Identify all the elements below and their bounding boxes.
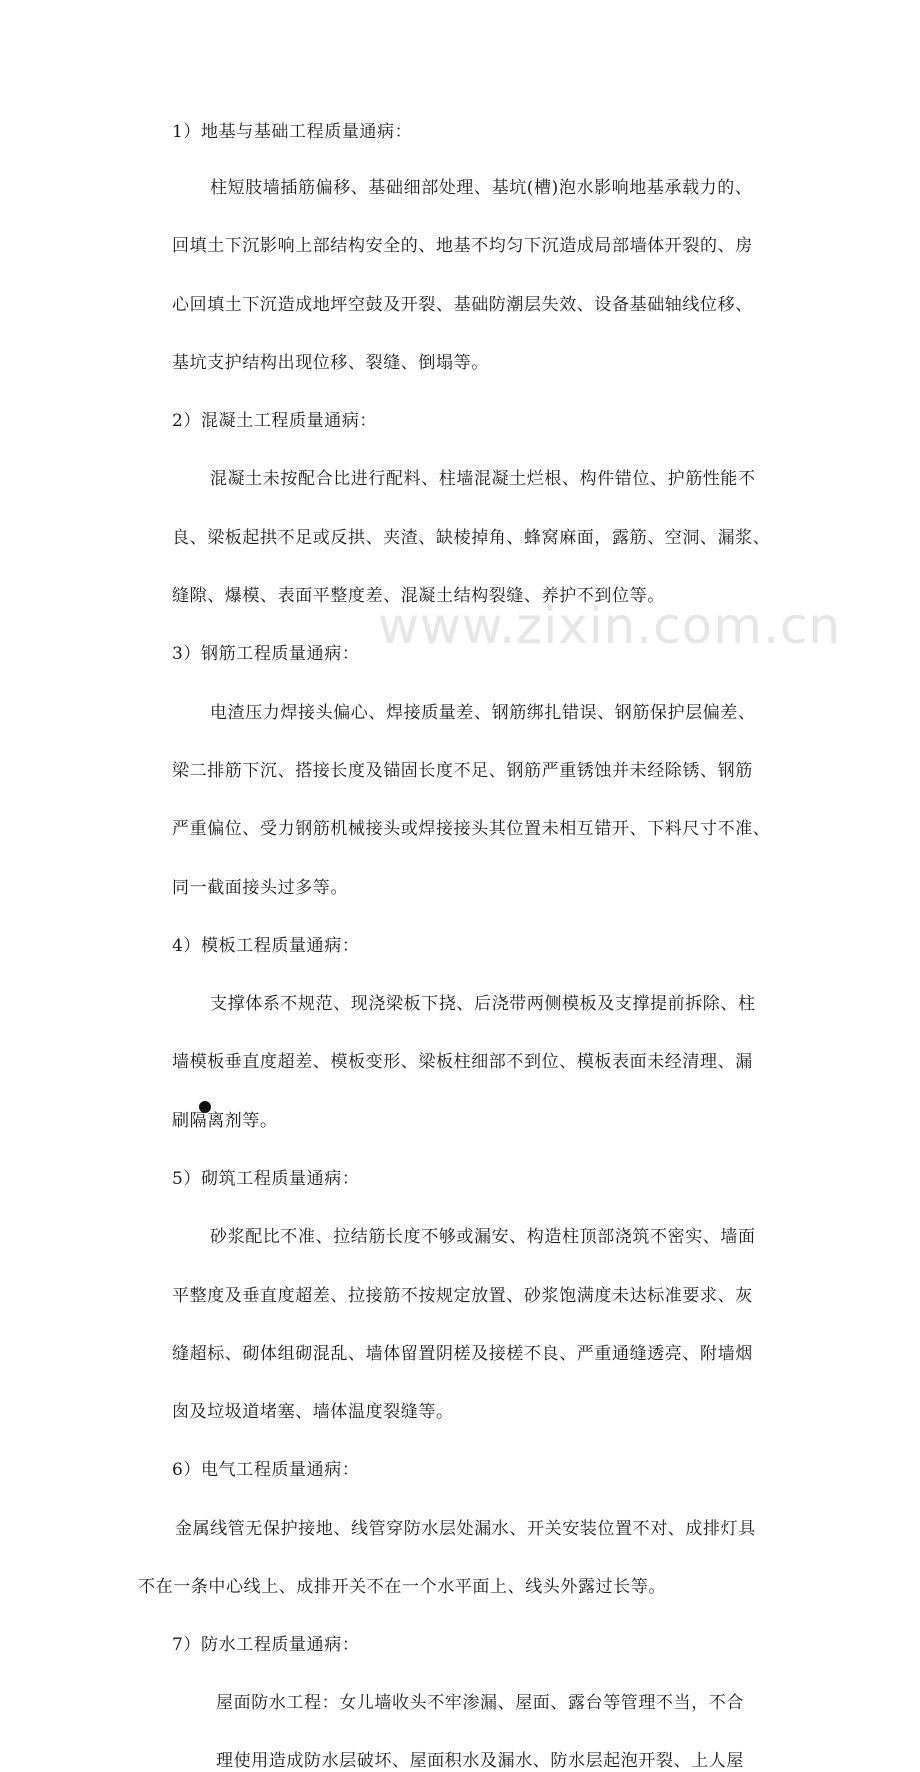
body-line: 囱及垃圾道堵塞、墙体温度裂缝等。 xyxy=(172,1402,454,1422)
body-line: 墙模板垂直度超差、模板变形、梁板柱细部不到位、模板表面未经清理、漏 xyxy=(172,1052,753,1072)
body-line: 刷隔离剂等。 xyxy=(172,1111,278,1131)
body-line: 混凝土未按配合比进行配料、柱墙混凝土烂根、构件错位、护筋性能不 xyxy=(210,469,756,489)
section-heading: 3）钢筋工程质量通病： xyxy=(172,644,360,664)
bullet-line: 屋面防水工程：女儿墙收头不牢渗漏、屋面、露台等管理不当，不合 xyxy=(216,1693,744,1713)
bullet-line: 理使用造成防水层破坏、屋面积水及漏水、防水层起泡开裂、上人屋 xyxy=(216,1751,744,1771)
body-line: 回填土下沉影响上部结构安全的、地基不均匀下沉造成局部墙体开裂的、房 xyxy=(172,236,753,256)
body-line: 良、梁板起拱不足或反拱、夹渣、缺棱掉角、蜂窝麻面，露筋、空洞、漏浆、 xyxy=(172,528,771,548)
body-line: 支撑体系不规范、现浇梁板下挠、后浇带两侧模板及支撑提前拆除、柱 xyxy=(210,994,756,1014)
body-line: 柱短肢墙插筋偏移、基础细部处理、基坑(槽)泡水影响地基承载力的、 xyxy=(210,178,753,198)
body-line: 心回填土下沉造成地坪空鼓及开裂、基础防潮层失效、设备基础轴线位移、 xyxy=(172,295,753,315)
body-line: 金属线管无保护接地、线管穿防水层处漏水、开关安装位置不对、成排灯具 xyxy=(175,1519,756,1539)
watermark: www.zixin.com.cn xyxy=(378,597,842,655)
body-line: 梁二排筋下沉、搭接长度及锚固长度不足、钢筋严重锈蚀并未经除锈、钢筋 xyxy=(172,761,753,781)
section-heading: 4）模板工程质量通病： xyxy=(172,936,360,956)
section-heading: 7）防水工程质量通病： xyxy=(172,1635,360,1655)
section-heading: 1）地基与基础工程质量通病： xyxy=(172,122,413,142)
body-line: 不在一条中心线上、成排开关不在一个水平面上、线头外露过长等。 xyxy=(138,1577,666,1597)
section-heading: 2）混凝土工程质量通病： xyxy=(172,411,378,431)
section-heading: 6）电气工程质量通病： xyxy=(172,1460,360,1480)
body-line: 严重偏位、受力钢筋机械接头或焊接接头其位置未相互错开、下料尺寸不准、 xyxy=(172,819,771,839)
section-heading: 5）砌筑工程质量通病： xyxy=(172,1169,360,1189)
body-line: 基坑支护结构出现位移、裂缝、倒塌等。 xyxy=(172,353,489,373)
body-line: 砂浆配比不准、拉结筋长度不够或漏安、构造柱顶部浇筑不密实、墙面 xyxy=(210,1227,756,1247)
body-line: 同一截面接头过多等。 xyxy=(172,878,348,898)
body-line: 缝超标、砌体组砌混乱、墙体留置阴槎及接槎不良、严重通缝透亮、附墙烟 xyxy=(172,1344,753,1364)
body-line: 缝隙、爆模、表面平整度差、混凝土结构裂缝、养护不到位等。 xyxy=(172,586,665,606)
body-line: 电渣压力焊接头偏心、焊接质量差、钢筋绑扎错误、钢筋保护层偏差、 xyxy=(210,703,756,723)
body-line: 平整度及垂直度超差、拉接筋不按规定放置、砂浆饱满度未达标准要求、灰 xyxy=(172,1286,753,1306)
